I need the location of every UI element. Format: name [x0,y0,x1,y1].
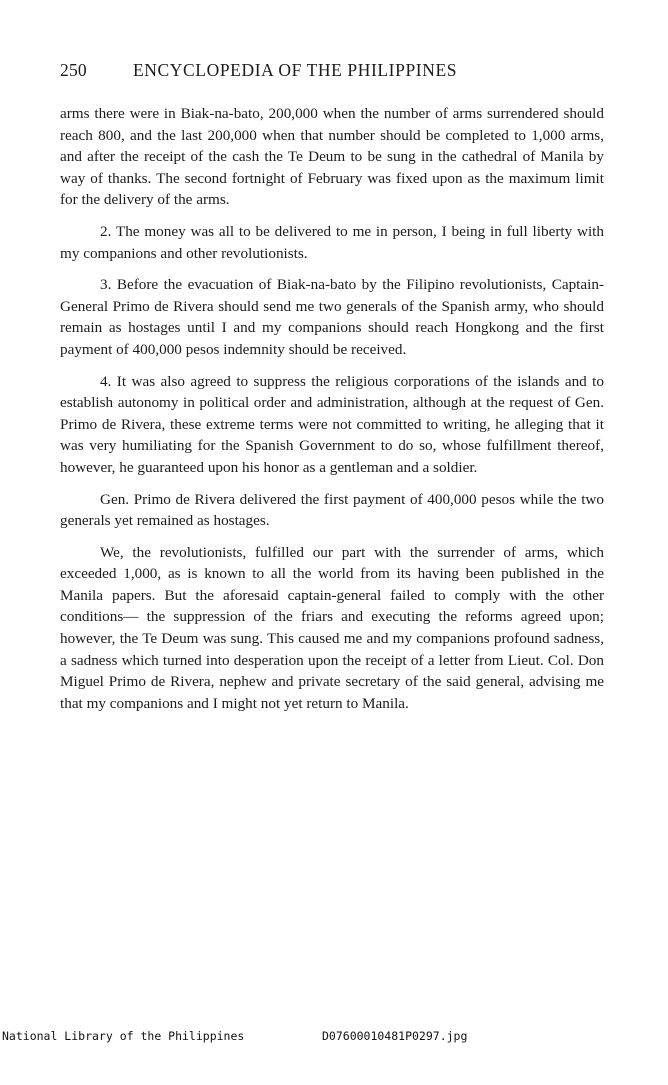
paragraph-continuation: arms there were in Biak-na-bato, 200,000 when the number of arms surrendered should reach 800, and the last 200,000 when that number should be completed to 1,000 arms, and after the receipt of the cash the Te Deum to be sung in the cathedral of Manila by way of thanks. The second fortnight of February was fixed upon as the maximum limit for the delivery of the arms. [60,105,604,209]
paragraph-first-payment: Gen. Primo de Rivera delivered the first payment of 400,000 pesos while the two generals yet remained as hostages. [60,490,604,530]
paragraph-term-3: 3. Before the evacuation of Biak-na-bato by the Filipino revolutionists, Captain-General Primo de Rivera should send me two generals of the Spanish army, who should remain as hostages until I and my companions should reach Hongkong and the first payment of 400,000 pesos indemnity should be received. [60,276,604,358]
library-credit: National Library of the Philippines [2,1029,245,1043]
body-text [60,103,604,724]
running-title: ENCYCLOPEDIA OF THE PHILIPPINES [133,60,458,80]
page-header [60,60,610,88]
paragraph-revolutionists: We, the revolutionists, fulfilled our part with the surrender of arms, which exceeded 1,000, as is known to all the world from its having been published in the Manila papers. But the aforesaid captain-general failed to comply with the other conditions— the suppression of the friars and executing the reforms agreed upon; however, the Te Deum was sung. This caused me and my companions profound sadness, a sadness which turned into desperation upon the receipt of a letter from Lieut. Col. Don Miguel Primo de Rivera, nephew and private secretary of the said general, advising me that my companions and I might not yet return to Manila. [60,543,604,712]
paragraph-term-2: 2. The money was all to be delivered to me in person, I being in full liberty with my companions and other revolutionists. [60,222,604,262]
page-number: 250 [60,60,87,80]
paragraph-term-4: 4. It was also agreed to suppress the religious corporations of the islands and to establish autonomy in political order and administration, although at the request of Gen. Primo de Rivera, these extreme terms were not committed to writing, he alleging that it was very humiliating for the Spanish Government to do so, whose fulfillment thereof, however, he guaranteed upon his honor as a gentleman and a soldier. [60,372,604,476]
file-id: D07600010481P0297.jpg [322,1029,468,1043]
scan-footer [0,1029,668,1044]
